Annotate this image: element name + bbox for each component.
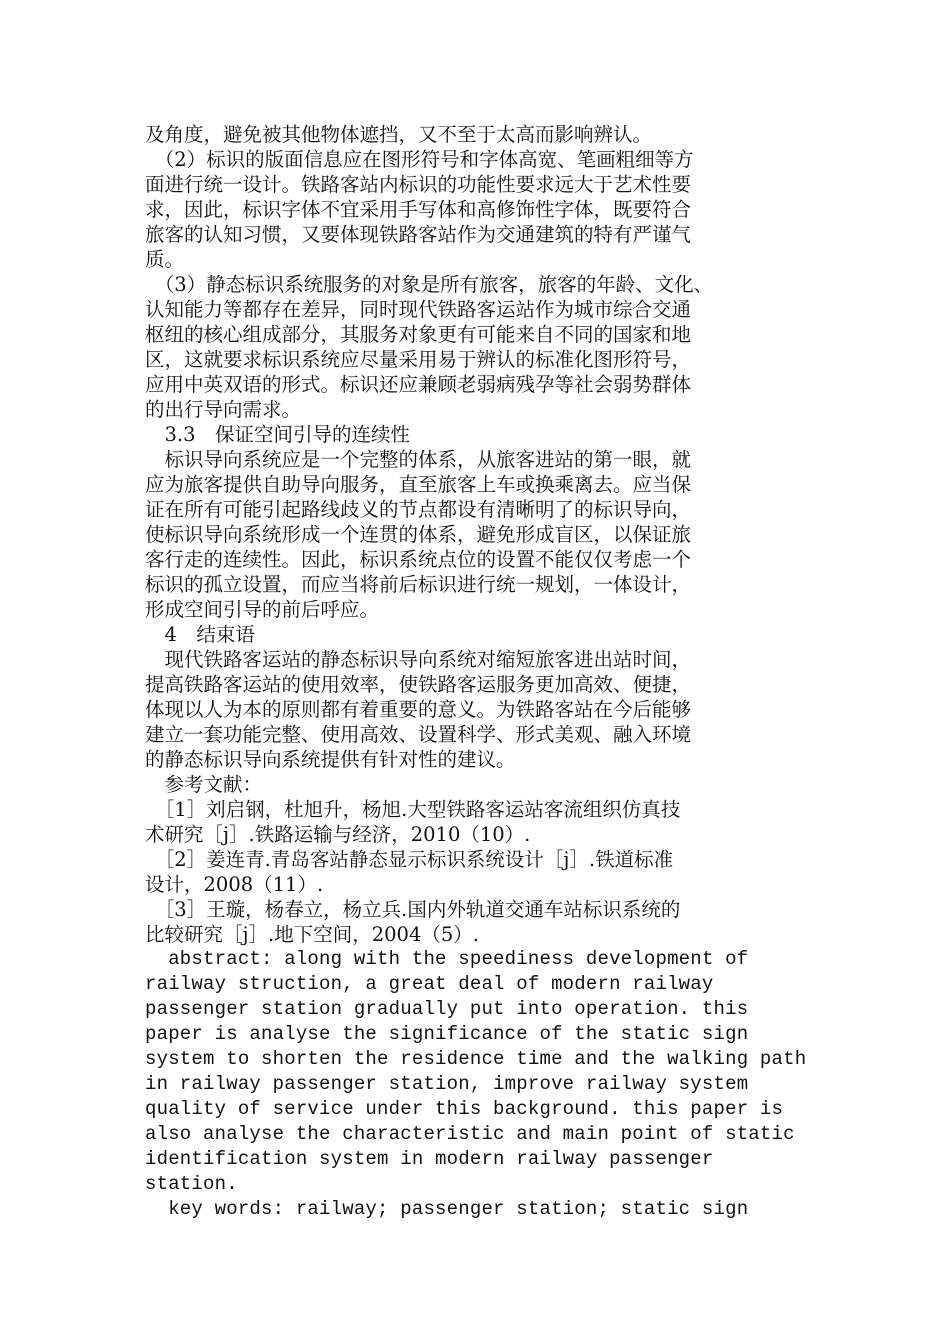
text-line: 认知能力等都存在差异，同时现代铁路客运站作为城市综合交通 xyxy=(145,298,692,321)
abstract-line: paper is analyse the significance of the static sign xyxy=(145,1023,749,1045)
abstract-line: railway struction, a great deal of modern railway xyxy=(145,973,714,995)
reference-line: 设计，2008（11）. xyxy=(145,873,324,896)
abstract-line: identification system in modern railway passenger xyxy=(145,1148,714,1170)
abstract-line: also analyse the characteristic and main point of static xyxy=(145,1123,795,1145)
abstract-line: abstract: along with the speediness development of xyxy=(145,948,749,970)
reference-line: 比较研究［j］.地下空间，2004（5）. xyxy=(145,923,479,946)
text-line: 的出行导向需求。 xyxy=(145,398,302,421)
abstract-line: quality of service under this background. this paper is xyxy=(145,1098,784,1120)
text-line: 区，这就要求标识系统应尽量采用易于辨认的标准化图形符号， xyxy=(145,348,692,371)
abstract-line: station. xyxy=(145,1173,238,1195)
text-line: 枢纽的核心组成部分，其服务对象更有可能来自不同的国家和地 xyxy=(145,323,692,346)
reference-line: ［1］刘启钢，杜旭升，杨旭.大型铁路客运站客流组织仿真技 xyxy=(145,798,681,821)
text-line: 证在所有可能引起路线歧义的节点都设有清晰明了的标识导向， xyxy=(145,498,692,521)
reference-line: 术研究［j］.铁路运输与经济，2010（10）. xyxy=(145,823,531,846)
text-line: 标识的孤立设置，而应当将前后标识进行统一规划，一体设计， xyxy=(145,573,692,596)
reference-line: ［3］王璇，杨春立，杨立兵.国内外轨道交通车站标识系统的 xyxy=(145,898,681,921)
text-line: 的静态标识导向系统提供有针对性的建议。 xyxy=(145,748,516,771)
text-line: 使标识导向系统形成一个连贯的体系，避免形成盲区，以保证旅 xyxy=(145,523,692,546)
text-line: 标识导向系统应是一个完整的体系，从旅客进站的第一眼，就 xyxy=(145,448,692,471)
section-heading: 3.3 保证空间引导的连续性 xyxy=(145,423,411,446)
text-line: 求，因此，标识字体不宜采用手写体和高修饰性字体，既要符合 xyxy=(145,198,692,221)
section-heading: 4 结束语 xyxy=(145,623,255,646)
abstract-line: passenger station gradually put into operation. this xyxy=(145,998,749,1020)
text-line: 建立一套功能完整、使用高效、设置科学、形式美观、融入环境 xyxy=(145,723,692,746)
abstract-line: system to shorten the residence time and the walking path xyxy=(145,1048,807,1070)
text-line: 提高铁路客运站的使用效率，使铁路客运服务更加高效、便捷， xyxy=(145,673,692,696)
text-line: （2）标识的版面信息应在图形符号和字体高宽、笔画粗细等方 xyxy=(145,148,694,171)
text-line: （3）静态标识系统服务的对象是所有旅客，旅客的年龄、文化、 xyxy=(145,273,714,296)
text-line: 现代铁路客运站的静态标识导向系统对缩短旅客进出站时间， xyxy=(145,648,692,671)
abstract-line: in railway passenger station, improve railway system xyxy=(145,1073,749,1095)
text-line: 质。 xyxy=(145,248,185,271)
text-line: 应用中英双语的形式。标识还应兼顾老弱病残孕等社会弱势群体 xyxy=(145,373,692,396)
text-line: 及角度，避免被其他物体遮挡，又不至于太高而影响辨认。 xyxy=(145,123,653,146)
references-heading: 参考文献： xyxy=(145,773,263,796)
text-line: 面进行统一设计。铁路客站内标识的功能性要求远大于艺术性要 xyxy=(145,173,692,196)
text-line: 形成空间引导的前后呼应。 xyxy=(145,598,380,621)
text-line: 旅客的认知习惯，又要体现铁路客站作为交通建筑的特有严谨气 xyxy=(145,223,692,246)
keywords-line: key words: railway; passenger station; static sign xyxy=(145,1198,749,1220)
text-line: 应为旅客提供自助导向服务，直至旅客上车或换乘离去。应当保 xyxy=(145,473,692,496)
reference-line: ［2］姜连青.青岛客站静态显示标识系统设计［j］.铁道标准 xyxy=(145,848,674,871)
text-line: 体现以人为本的原则都有着重要的意义。为铁路客站在今后能够 xyxy=(145,698,692,721)
text-line: 客行走的连续性。因此，标识系统点位的设置不能仅仅考虑一个 xyxy=(145,548,692,571)
